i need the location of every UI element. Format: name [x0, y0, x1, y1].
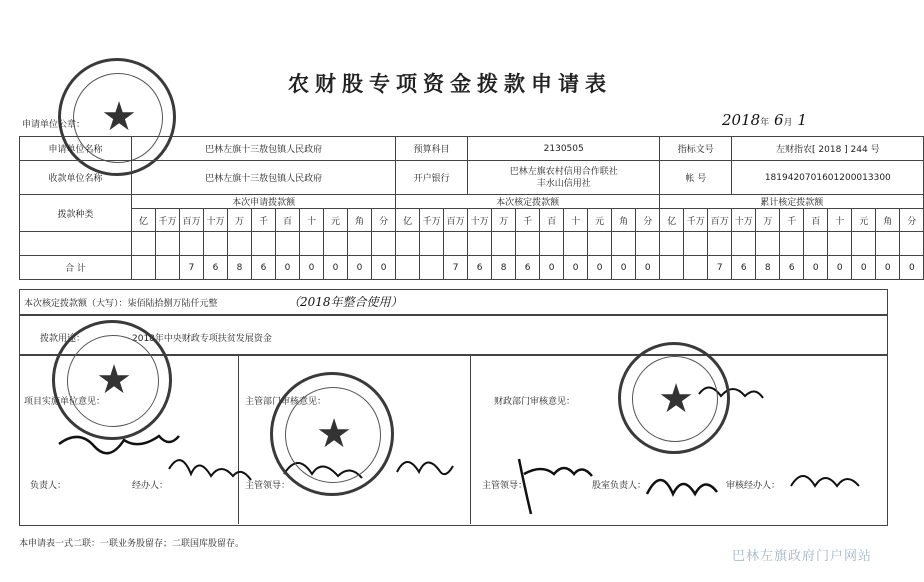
unit-header: 万 — [228, 209, 252, 232]
total-digit: 6 — [516, 256, 540, 280]
finance-leader-label: 主管领导： — [482, 481, 528, 491]
blank-cell — [780, 232, 804, 256]
total-digit: 6 — [732, 256, 756, 280]
blank-cell — [732, 232, 756, 256]
blank-cell — [876, 232, 900, 256]
unit-header: 十 — [564, 209, 588, 232]
budget-item-label: 预算科目 — [396, 137, 468, 161]
index-doc-label: 指标文号 — [660, 137, 732, 161]
total-digit: 0 — [348, 256, 372, 280]
total-digit: 6 — [780, 256, 804, 280]
blank-cell — [756, 232, 780, 256]
reviewer-label: 审核经办人： — [726, 481, 781, 491]
total-digit: 0 — [828, 256, 852, 280]
total-digit: 0 — [372, 256, 396, 280]
total-digit — [396, 256, 420, 280]
blank-cell — [228, 232, 252, 256]
blank-kind-cell — [20, 232, 132, 256]
approved-amount-label: 本次核定拨款额（大写）：柒佰陆拾捌万陆仟元整 — [24, 299, 218, 309]
unit-header: 十 — [300, 209, 324, 232]
unit-header: 角 — [612, 209, 636, 232]
responsible-label: 负责人： — [30, 481, 67, 491]
unit-header: 百 — [540, 209, 564, 232]
handler-label: 经办人： — [132, 481, 169, 491]
section-chief-label: 股室负责人： — [592, 481, 647, 491]
blank-cell — [540, 232, 564, 256]
blank-cell — [396, 232, 420, 256]
blank-cell — [204, 232, 228, 256]
total-digit: 0 — [900, 256, 924, 280]
unit-header: 亿 — [396, 209, 420, 232]
blank-cell — [180, 232, 204, 256]
total-digit: 6 — [468, 256, 492, 280]
approve-header: 本次核定拨款额 — [396, 195, 660, 209]
budget-item-value: 2130505 — [468, 137, 660, 161]
blank-cell — [300, 232, 324, 256]
total-digit — [420, 256, 444, 280]
applicant-name-label: 申请单位名称 — [20, 137, 132, 161]
blank-cell — [516, 232, 540, 256]
total-digit: 0 — [300, 256, 324, 280]
blank-cell — [252, 232, 276, 256]
unit-header: 百 — [276, 209, 300, 232]
unit-header: 元 — [588, 209, 612, 232]
blank-cell — [684, 232, 708, 256]
purpose-label: 拨款用途： — [40, 334, 86, 344]
blank-cell — [588, 232, 612, 256]
bank-value — [468, 161, 660, 195]
total-digit — [684, 256, 708, 280]
blank-cell — [444, 232, 468, 256]
bank-line-2: 丰水山信用社 — [536, 178, 591, 189]
total-digit: 8 — [756, 256, 780, 280]
signature-chief — [647, 480, 717, 494]
blank-cell — [420, 232, 444, 256]
unit-header: 万 — [492, 209, 516, 232]
cumulative-header: 累计核定拨款额 — [660, 195, 924, 209]
site-watermark: 巴林左旗政府门户网站 — [731, 549, 872, 564]
unit-header: 千 — [516, 209, 540, 232]
supervisor-leader-label: 主管领导： — [245, 481, 291, 491]
unit-header: 角 — [876, 209, 900, 232]
unit-header: 十万 — [204, 209, 228, 232]
unit-header: 千万 — [420, 209, 444, 232]
blank-cell — [612, 232, 636, 256]
blank-cell — [852, 232, 876, 256]
blank-cell — [156, 232, 180, 256]
blank-cell — [660, 232, 684, 256]
blank-cell — [492, 232, 516, 256]
total-digit: 0 — [612, 256, 636, 280]
unit-header: 角 — [348, 209, 372, 232]
account-label: 帐 号 — [660, 161, 732, 195]
total-digit: 8 — [228, 256, 252, 280]
total-digit — [156, 256, 180, 280]
date-year: 2018 — [722, 111, 761, 129]
unit-header: 十 — [828, 209, 852, 232]
total-digit: 0 — [804, 256, 828, 280]
signature-reviewer — [791, 476, 859, 486]
finance-office-seal: ★ — [52, 320, 172, 440]
unit-header: 十万 — [468, 209, 492, 232]
total-digit: 0 — [276, 256, 300, 280]
unit-header: 亿 — [660, 209, 684, 232]
blank-cell — [564, 232, 588, 256]
account-value: 18194207016012000133​00 — [732, 161, 924, 195]
total-digit: 6 — [252, 256, 276, 280]
unit-header: 百万 — [444, 209, 468, 232]
unit-header: 亿 — [132, 209, 156, 232]
blank-cell — [828, 232, 852, 256]
blank-cell — [708, 232, 732, 256]
signature-handler — [169, 460, 251, 480]
bank-label: 开户银行 — [396, 161, 468, 195]
total-digit: 0 — [852, 256, 876, 280]
blank-cell — [132, 232, 156, 256]
supervisor-opinion-label: 主管部门审核意见： — [245, 397, 327, 407]
row-applicant — [20, 137, 924, 161]
unit-header: 千万 — [156, 209, 180, 232]
official-seal-top: ★ — [58, 58, 176, 176]
footer-note: 本申请表一式二联：一联业务股留存；二联国库股留存。 — [19, 539, 245, 549]
total-digit: 8 — [492, 256, 516, 280]
total-digit — [660, 256, 684, 280]
blank-cell — [900, 232, 924, 256]
date-day: 1 — [797, 111, 807, 129]
index-doc-value: 左财指农[ 2018 ] 244 号 — [732, 137, 924, 161]
apply-header: 本次申请拨款额 — [132, 195, 396, 209]
application-table — [19, 136, 924, 280]
total-digit: 7 — [180, 256, 204, 280]
supervisor-seal: ★ — [270, 372, 394, 496]
approved-amount-handwritten: （2018年整合使用） — [288, 295, 403, 309]
unit-header: 千 — [252, 209, 276, 232]
bank-line-1: 巴林左旗农村信用合作联社 — [509, 166, 618, 177]
unit-header: 元 — [852, 209, 876, 232]
row-payee — [20, 161, 924, 195]
total-digit: 0 — [564, 256, 588, 280]
unit-header: 分 — [372, 209, 396, 232]
blank-cell — [372, 232, 396, 256]
purpose-value: 2018年中央财政专项扶贫发展资金 — [132, 334, 272, 344]
blank-cell — [468, 232, 492, 256]
total-digit: 0 — [540, 256, 564, 280]
unit-header: 千万 — [684, 209, 708, 232]
row-units — [20, 209, 924, 232]
kind-header: 拨款种类 — [20, 195, 132, 232]
signature-finance — [519, 459, 592, 514]
date-month: 6 — [773, 111, 784, 129]
signature-supervisor-2 — [397, 462, 453, 474]
blank-cell — [348, 232, 372, 256]
blank-cell — [324, 232, 348, 256]
total-digit: 7 — [708, 256, 732, 280]
total-digit: 0 — [636, 256, 660, 280]
row-headers — [20, 195, 924, 209]
finance-opinion-label: 财政部门审核意见： — [494, 397, 576, 407]
applicant-name-value: 巴林左旗十三敖包镇人民政府 — [132, 137, 396, 161]
total-digit: 0 — [588, 256, 612, 280]
unit-header: 分 — [636, 209, 660, 232]
unit-header: 百万 — [708, 209, 732, 232]
unit-header: 千 — [780, 209, 804, 232]
total-digit: 0 — [324, 256, 348, 280]
blank-cell — [636, 232, 660, 256]
payee-name-value: 巴林左旗十三敖包镇人民政府 — [132, 161, 396, 195]
unit-header: 分 — [900, 209, 924, 232]
page-title: 农财股专项资金拨款申请表 — [288, 72, 612, 96]
approved-amount-row — [19, 289, 888, 316]
date-year-suffix: 年 — [760, 118, 770, 128]
total-digit: 6 — [204, 256, 228, 280]
applicant-seal-label: 申请单位公章： — [22, 120, 86, 130]
date-month-suffix: 月 — [783, 118, 793, 128]
total-digit: 7 — [444, 256, 468, 280]
unit-header: 十万 — [732, 209, 756, 232]
blank-cell — [804, 232, 828, 256]
finance-bureau-seal: ★ — [618, 342, 730, 454]
total-digit: 0 — [876, 256, 900, 280]
unit-header: 元 — [324, 209, 348, 232]
total-digit — [132, 256, 156, 280]
unit-header: 万 — [756, 209, 780, 232]
unit-header: 百万 — [180, 209, 204, 232]
blank-cell — [276, 232, 300, 256]
payee-name-label: 收款单位名称 — [20, 161, 132, 195]
row-total — [20, 256, 924, 280]
application-date — [722, 111, 807, 129]
row-blank — [20, 232, 924, 256]
project-opinion-label: 项目实施单位意见： — [24, 397, 106, 407]
total-label: 合 计 — [20, 256, 132, 280]
unit-header: 百 — [804, 209, 828, 232]
